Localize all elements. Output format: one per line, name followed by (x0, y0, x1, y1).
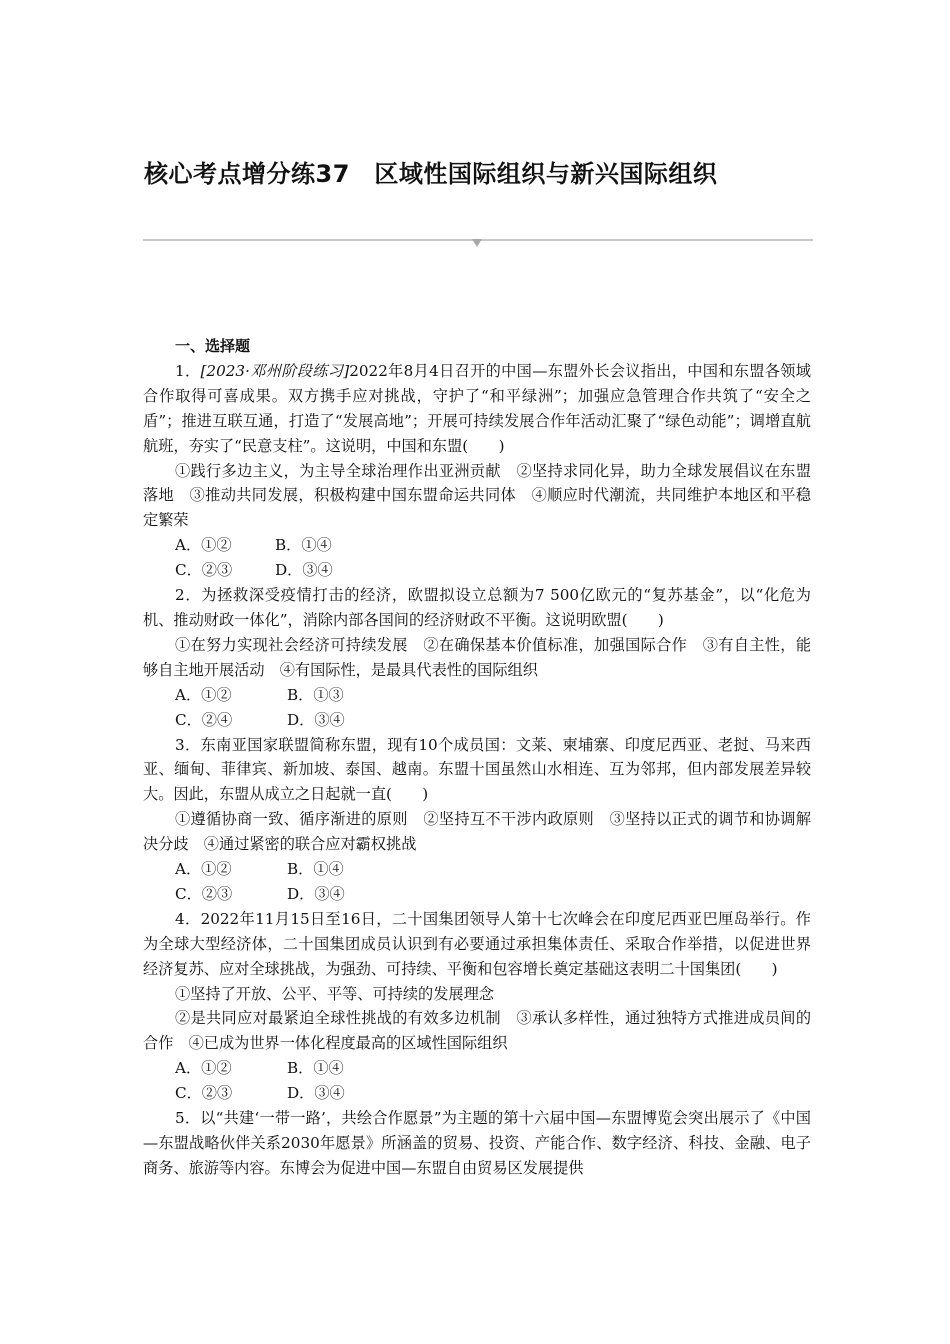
question-4-stem (143, 907, 811, 982)
divider-arrow-icon (472, 239, 482, 247)
option-c[interactable]: C．②③ (175, 561, 233, 580)
question-1-stem (143, 359, 811, 459)
question-4-number: 4． (175, 909, 201, 928)
question-3-options-row-2 (143, 882, 811, 907)
question-1-statements: ①践行多边主义，为主导全球治理作出亚洲贡献 ②坚持求同化异，助力全球发展倡议在东盟落地 ③推动共同发展，积极构建中国东盟命运共同体 ④顺应时代潮流，共同维护本地区和平稳定繁荣 (143, 461, 811, 530)
option-b[interactable]: B．①③ (287, 685, 344, 704)
question-1-options-row-2 (143, 558, 811, 583)
option-b[interactable]: B．①④ (287, 1059, 344, 1078)
question-2-options-row-1 (143, 683, 811, 708)
question-1-number: 1． (175, 361, 201, 380)
question-2-number: 2． (175, 586, 202, 605)
option-a[interactable]: A．①② (175, 860, 232, 879)
question-4-options-row-1 (143, 1056, 811, 1081)
option-d[interactable]: D．③④ (287, 884, 345, 903)
option-b[interactable]: B．①④ (287, 860, 344, 879)
question-4-statements: ②是共同应对最紧迫全球性挑战的有效多边机制 ③承认多样性，通过独特方式推进成员间的合作 ④已成为世界一体化程度最高的区域性国际组织 (143, 1009, 811, 1053)
option-d[interactable]: D．③④ (287, 1084, 345, 1103)
question-3-options-row-1 (143, 857, 811, 882)
question-5-stem (143, 1106, 811, 1181)
question-2-text: 为拯救深受疫情打击的经济，欧盟拟设立总额为7 500亿欧元的“复苏基金”，以“化危为机、推动财政一体化”，消除内部各国间的经济财政不平衡。这说明欧盟( ) (143, 586, 811, 629)
option-a[interactable]: A．①② (175, 1059, 232, 1078)
question-content (143, 334, 811, 1181)
option-b[interactable]: B．①④ (275, 536, 332, 555)
question-3-stem (143, 733, 811, 808)
question-5-number: 5． (175, 1109, 201, 1128)
question-5-text: 以“共建‘一带一路’，共绘合作愿景”为主题的第十六届中国—东盟博览会突出展示了《中国—东盟战略伙伴关系2030年愿景》所涵盖的贸易、投资、产能合作、数字经济、科技、金融、电子商务、旅游等内容。东博会为促进中国—东盟自由贸易区发展提供 (143, 1109, 811, 1177)
question-3-text: 东南亚国家联盟简称东盟，现有10个成员国：文莱、柬埔寨、印度尼西亚、老挝、马来西亚、缅甸、菲律宾、新加坡、泰国、越南。东盟十国虽然山水相连、互为邻邦，但内部发展差异较大。因此，东盟从成立之日起就一直( ) (143, 735, 811, 804)
option-d[interactable]: D．③④ (287, 710, 345, 729)
question-3-statements: ①遵循协商一致、循序渐进的原则 ②坚持互不干涉内政原则 ③坚持以正式的调节和协调解决分歧 ④通过紧密的联合应对霸权挑战 (143, 810, 811, 854)
question-2-stem (143, 583, 811, 633)
question-2-statements: ①在努力实现社会经济可持续发展 ②在确保基本价值标准，加强国际合作 ③有自主性，能够自主地开展活动 ④有国际性，是最具代表性的国际组织 (143, 635, 811, 679)
question-1-source: [2023·邓州阶段练习] (200, 361, 350, 380)
question-4-options-row-2 (143, 1081, 811, 1106)
option-c[interactable]: C．②④ (175, 710, 233, 729)
page-title: 核心考点增分练37 区域性国际组织与新兴国际组织 (144, 160, 718, 188)
option-a[interactable]: A．①② (175, 536, 232, 555)
option-d[interactable]: D．③④ (275, 561, 333, 580)
question-4-text: 2022年11月15日至16日，二十国集团领导人第十七次峰会在印度尼西亚巴厘岛举行。作为全球大型经济体，二十国集团成员认识到有必要通过承担集体责任、采取合作举措，以促进世界经济复苏、应对全球挑战，为强劲、可持续、平衡和包容增长奠定基础这表明二十国集团( ) (143, 909, 811, 978)
option-c[interactable]: C．②③ (175, 1084, 233, 1103)
option-a[interactable]: A．①② (175, 685, 232, 704)
question-4-statement-1: ①坚持了开放、公平、平等、可持续的发展理念 (175, 984, 494, 1003)
question-1-text: 2022年8月4日召开的中国—东盟外长会议指出，中国和东盟各领域合作取得可喜成果。双方携手应对挑战，守护了“和平绿洲”；加强应急管理合作共筑了“安全之盾”；推进互联互通，打造了“发展高地”；开展可持续发展合作年活动汇聚了“绿色动能”；调增直航航班，夯实了“民意支柱”。这说明，中国和东盟( ) (143, 361, 811, 455)
question-2-options-row-2 (143, 708, 811, 733)
section-heading: 一、选择题 (175, 337, 251, 355)
question-3-number: 3． (175, 735, 201, 754)
question-1-options-row-1 (143, 533, 811, 558)
option-c[interactable]: C．②③ (175, 884, 233, 903)
